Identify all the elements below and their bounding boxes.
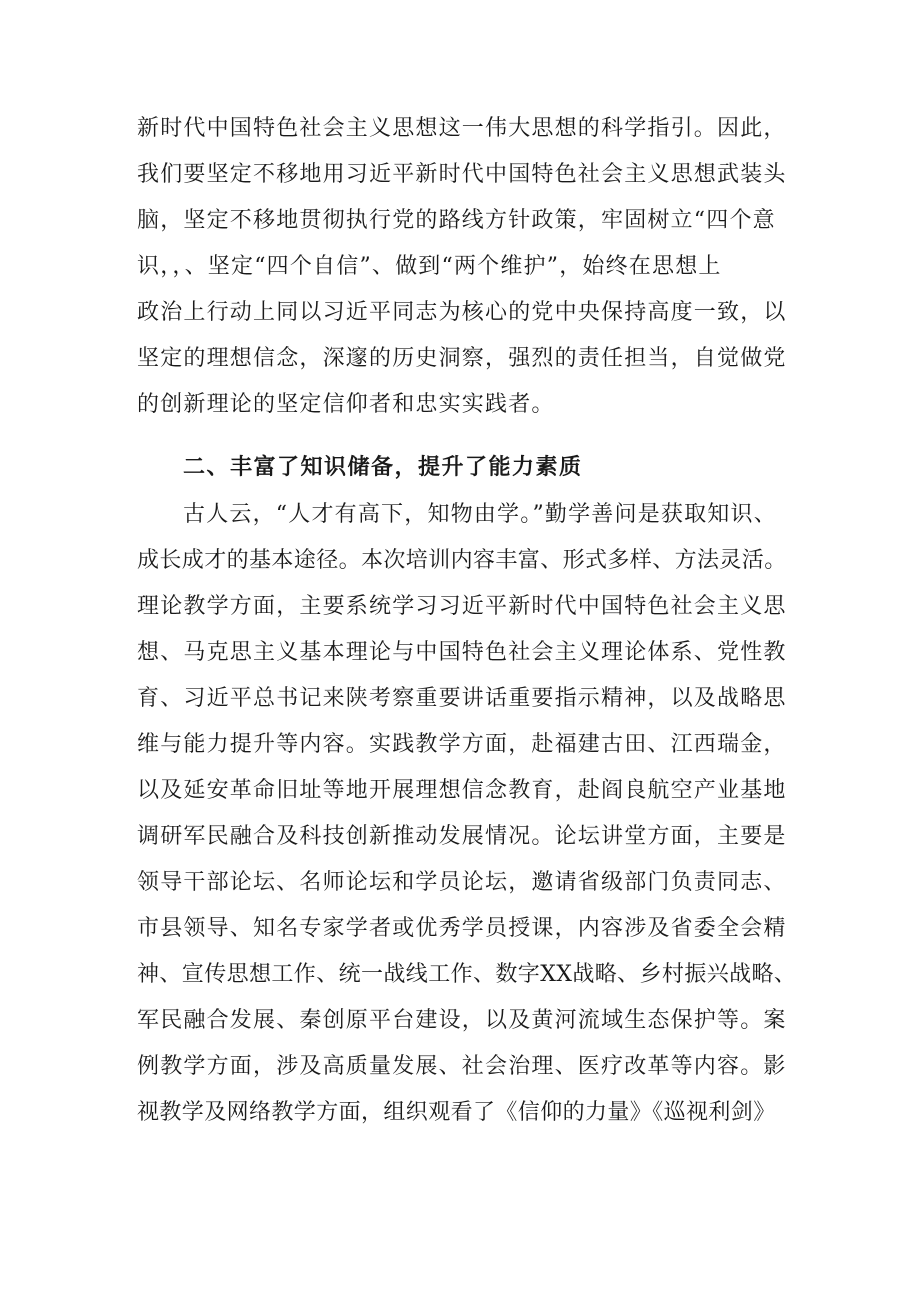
paragraph-line: 调研军民融合及科技创新推动发展情况。论坛讲堂方面，主要是 xyxy=(137,824,787,849)
paragraph-line: 的创新理论的坚定信仰者和忠实实践者。 xyxy=(137,392,555,417)
paragraph-line: 想、马克思主义基本理论与中国特色社会主义理论体系、党性教 xyxy=(137,640,787,665)
paragraph-line: 维与能力提升等内容。实践教学方面，赴福建古田、江西瑞金， xyxy=(137,732,787,757)
paragraph-knowledge xyxy=(137,492,817,1136)
paragraph-ideology xyxy=(137,106,817,428)
paragraph-line: 政治上行动上同以习近平同志为核心的党中央保持高度一致，以 xyxy=(137,300,787,325)
paragraph-line: 神、宣传思想工作、统一战线工作、数字XX战略、乡村振兴战略、 xyxy=(137,962,797,987)
section-heading-block xyxy=(137,445,817,491)
paragraph-line: 视教学及网络教学方面，组织观看了《信仰的力量》《巡视利剑》 xyxy=(137,1100,776,1125)
paragraph-line: 脑，坚定不移地贯彻执行党的路线方针政策，牢固树立“四个意 xyxy=(137,208,776,233)
paragraph-line: 新时代中国特色社会主义思想这一伟大思想的科学指引。因此， xyxy=(137,116,787,141)
section-heading: 二、丰富了知识储备，提升了能力素质 xyxy=(183,455,583,480)
paragraph-line: 理论教学方面，主要系统学习习近平新时代中国特色社会主义思 xyxy=(137,594,787,619)
paragraph-line: 军民融合发展、秦创原平台建设，以及黄河流域生态保护等。案 xyxy=(137,1008,787,1033)
paragraph-line: 市县领导、知名专家学者或优秀学员授课，内容涉及省委全会精 xyxy=(137,916,787,941)
paragraph-line: 识，，、坚定“四个自信”、做到“两个维护”，始终在思想上 xyxy=(137,254,722,279)
paragraph-line: 成长成才的基本途径。本次培训内容丰富、形式多样、方法灵活。 xyxy=(137,548,787,573)
paragraph-line: 古人云，“人才有高下，知物由学。”勤学善问是获取知识、 xyxy=(183,502,777,527)
paragraph-line: 例教学方面，涉及高质量发展、社会治理、医疗改革等内容。影 xyxy=(137,1054,787,1079)
paragraph-line: 坚定的理想信念，深邃的历史洞察，强烈的责任担当，自觉做党 xyxy=(137,346,787,371)
paragraph-line: 我们要坚定不移地用习近平新时代中国特色社会主义思想武装头 xyxy=(137,162,787,187)
paragraph-line: 以及延安革命旧址等地开展理想信念教育，赴阎良航空产业基地 xyxy=(137,778,787,803)
paragraph-line: 育、习近平总书记来陕考察重要讲话重要指示精神，以及战略思 xyxy=(137,686,787,711)
paragraph-line: 领导干部论坛、名师论坛和学员论坛，邀请省级部门负责同志、 xyxy=(137,870,787,895)
